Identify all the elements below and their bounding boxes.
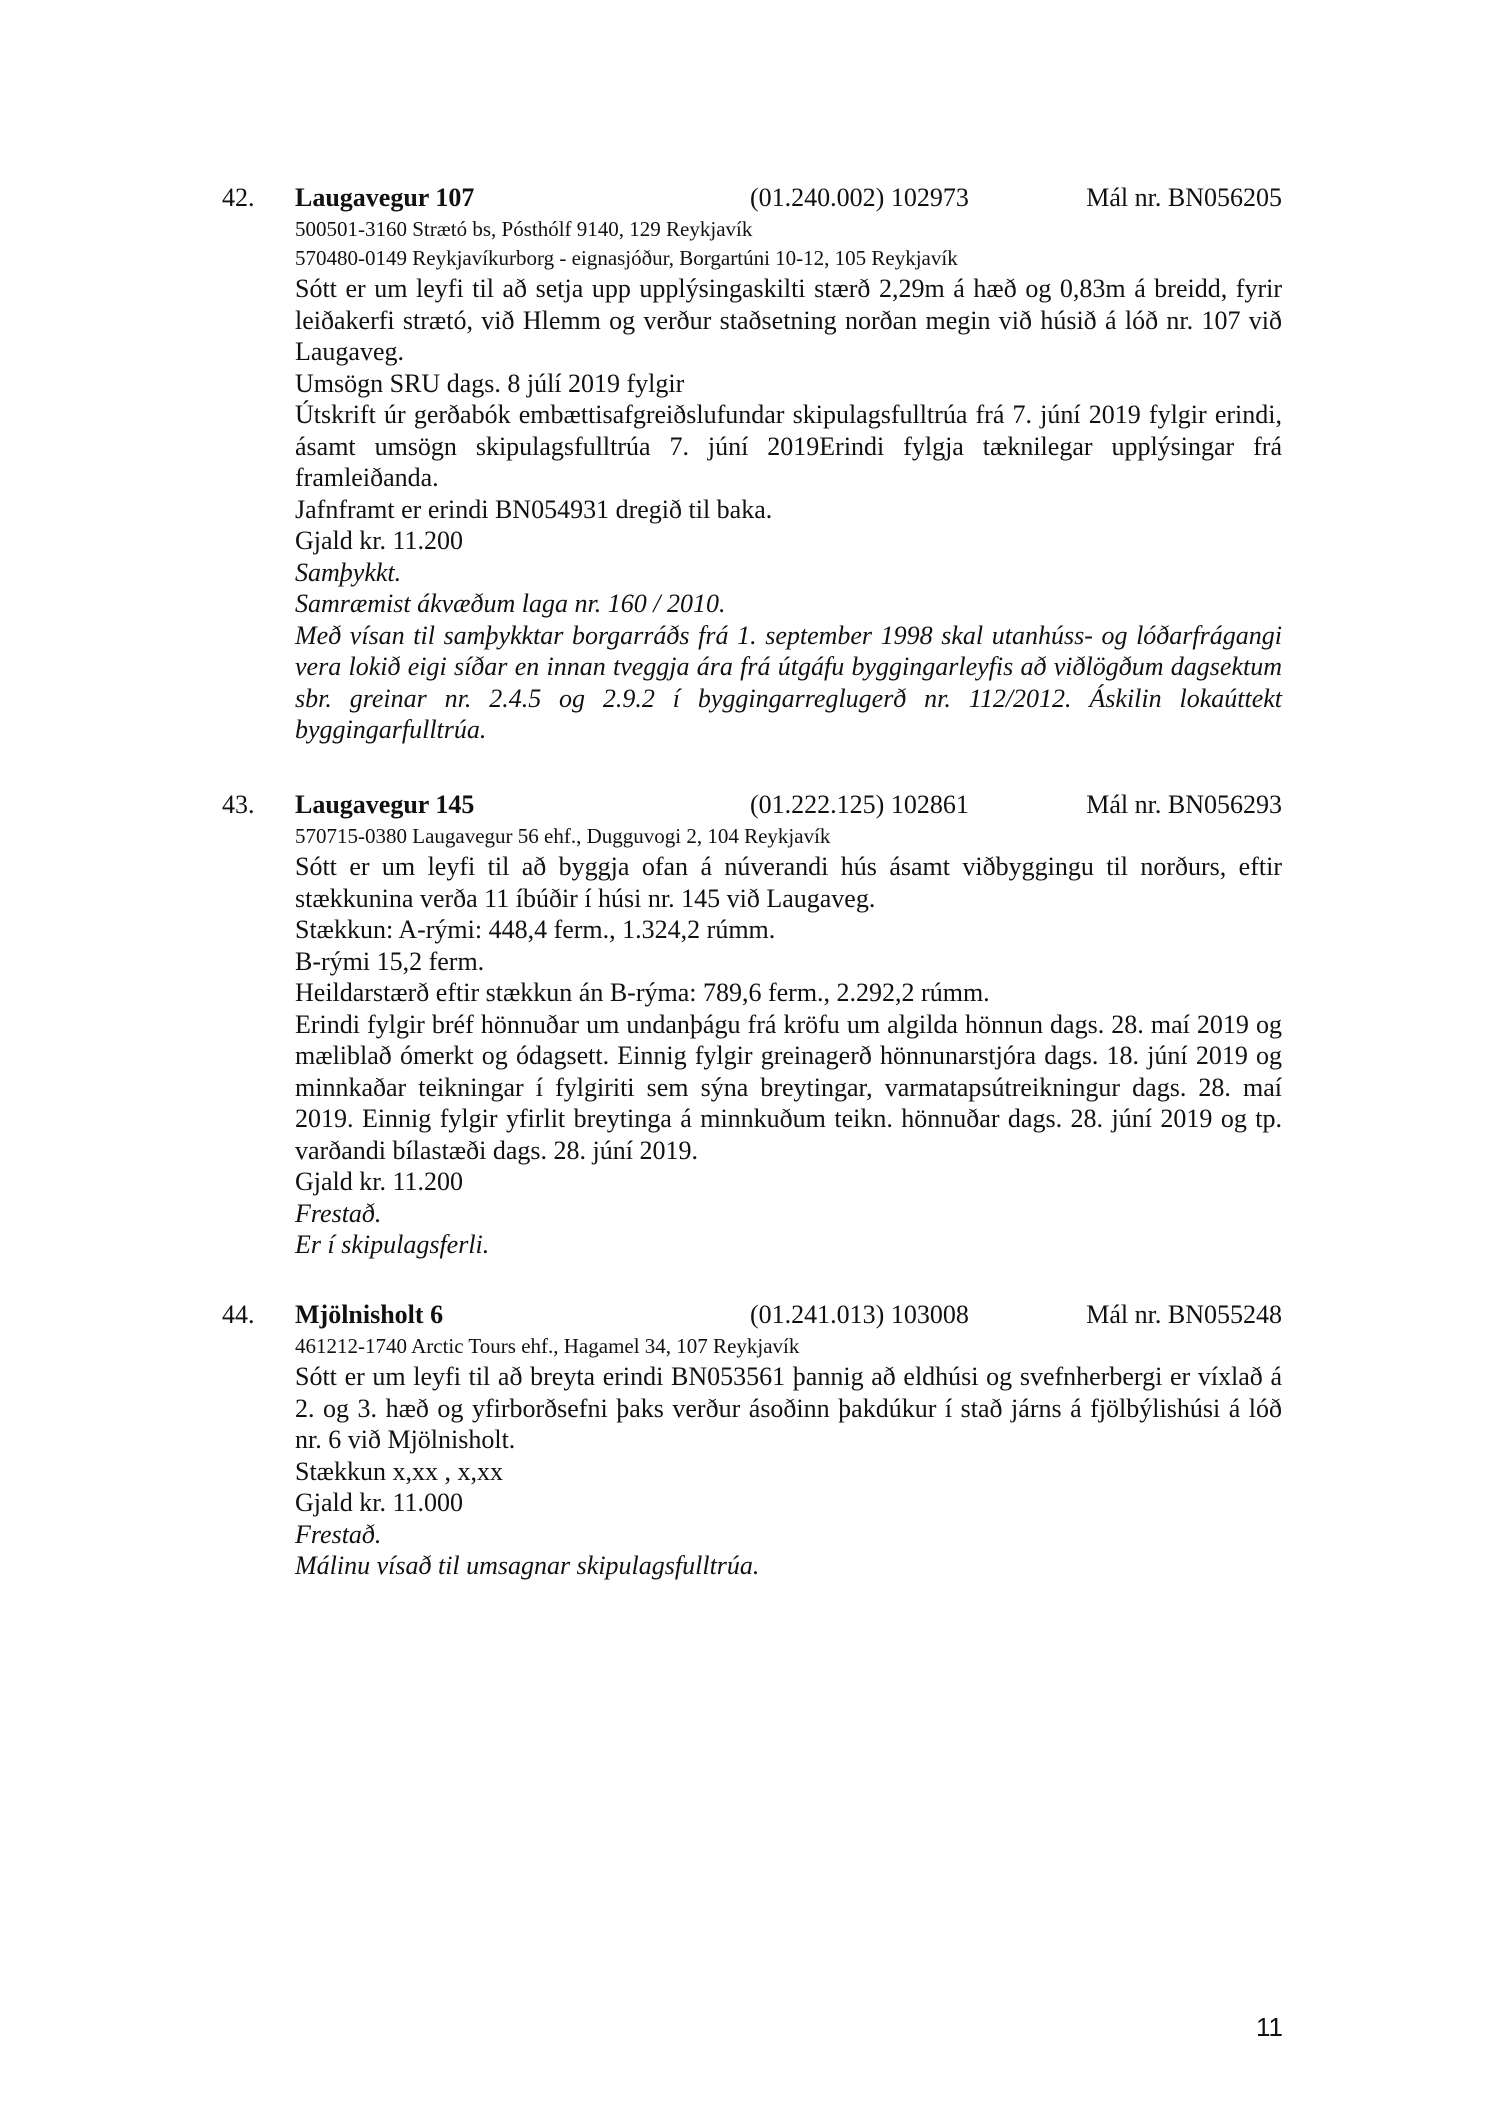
case-address: Laugavegur 145 xyxy=(295,790,475,819)
case-line: B-rými 15,2 ferm. xyxy=(295,946,485,976)
decision-line: Frestað. xyxy=(295,1519,382,1549)
owner-line: 461212-1740 Arctic Tours ehf., Hagamel 34, 107 Reykjavík xyxy=(295,1334,800,1358)
case-line: Stækkun x,xx , x,xx xyxy=(295,1456,504,1486)
case-body xyxy=(295,822,1282,1261)
case-item xyxy=(222,788,1282,1261)
fee-line: Gjald kr. 11.200 xyxy=(295,526,464,555)
case-line: Heildarstærð eftir stækkun án B-rýma: 789,6 ferm., 2.292,2 rúmm. xyxy=(295,978,990,1007)
owner-line: 570480-0149 Reykjavíkurborg - eignasjóður, Borgartúni 10-12, 105 Reykjavík xyxy=(295,246,958,270)
case-body xyxy=(295,215,1282,746)
case-line: Jafnframt er erindi BN054931 dregið til baka. xyxy=(295,494,773,524)
decision-line: Málinu vísað til umsagnar skipulagsfulltrúa. xyxy=(295,1551,760,1580)
land-code: (01.240.002) 102973 xyxy=(750,183,969,212)
case-number-ref: Mál nr. BN055248 xyxy=(1086,1300,1282,1329)
case-number-ref: Mál nr. BN056205 xyxy=(1086,183,1282,212)
case-header xyxy=(222,788,1282,822)
case-header xyxy=(222,181,1282,215)
decision-line: Með vísan til samþykktar borgarráðs frá 1. september 1998 skal utanhúss- og lóðarfrágangi vera lokið eigi síðar en innan tveggja ára frá útgáfu byggingarleyfis að viðlögðum dagsektum sbr. greinar nr. 2.4.5 og 2.9.2 í byggingarreglugerð nr. 112/2012. Áskilin lokaúttekt byggingarfulltrúa. xyxy=(295,620,1282,744)
case-number-ref: Mál nr. BN056293 xyxy=(1086,790,1282,819)
case-number: 43. xyxy=(222,790,255,819)
owner-line: 570715-0380 Laugavegur 56 ehf., Dugguvogi 2, 104 Reykjavík xyxy=(295,824,831,848)
land-code: (01.222.125) 102861 xyxy=(750,790,969,819)
case-number: 42. xyxy=(222,183,255,212)
fee-line: Gjald kr. 11.000 xyxy=(295,1488,464,1517)
case-address: Mjölnisholt 6 xyxy=(295,1300,444,1329)
decision-line: Frestað. xyxy=(295,1198,382,1228)
case-description: Sótt er um leyfi til að breyta erindi BN053561 þannig að eldhúsi og svefnherbergi er víxlað á 2. og 3. hæð og yfirborðsefni þaks verður ásoðinn þakdúkur í stað járns á fjölbýlishúsi á lóð nr. 6 við Mjölnisholt. xyxy=(295,1362,1282,1454)
case-address: Laugavegur 107 xyxy=(295,183,475,212)
case-header xyxy=(222,1298,1282,1332)
case-line: Útskrift úr gerðabók embættisafgreiðslufundar skipulagsfulltrúa frá 7. júní 2019 fylgir erindi, ásamt umsögn skipulagsfulltrúa 7. júní 2019Erindi fylgja tæknilegar upplýsingar frá framleiðanda. xyxy=(295,400,1282,492)
decision-line: Er í skipulagsferli. xyxy=(295,1230,490,1259)
case-description: Sótt er um leyfi til að setja upp upplýsingaskilti stærð 2,29m á hæð og 0,83m á breidd, fyrir leiðakerfi strætó, við Hlemm og verður staðsetning norðan megin við húsið á lóð nr. 107 við Laugaveg. xyxy=(295,274,1282,366)
case-line: Stækkun: A-rými: 448,4 ferm., 1.324,2 rúmm. xyxy=(295,915,776,944)
decision-line: Samþykkt. xyxy=(295,557,402,587)
case-item xyxy=(222,181,1282,746)
case-body xyxy=(295,1332,1282,1582)
decision-line: Samræmist ákvæðum laga nr. 160 / 2010. xyxy=(295,589,726,618)
fee-line: Gjald kr. 11.200 xyxy=(295,1167,464,1196)
case-line: Erindi fylgir bréf hönnuðar um undanþágu frá kröfu um algilda hönnun dags. 28. maí 2019 og mæliblað ómerkt og ódagsett. Einnig fylgir greinagerð hönnunarstjóra dags. 18. júní 2019 og minnkaðar teikningar í fylgiriti sem sýna breytingar, varmatapsútreikningur dags. 28. maí 2019. Einnig fylgir yfirlit breytinga á minnkuðum teikn. hönnuðar dags. 28. júní 2019 og tp. varðandi bílastæði dags. 28. júní 2019. xyxy=(295,1009,1282,1165)
case-description: Sótt er um leyfi til að byggja ofan á núverandi hús ásamt viðbyggingu til norðurs, eftir stækkunina verða 11 íbúðir í húsi nr. 145 við Laugaveg. xyxy=(295,852,1282,913)
page-number: 11 xyxy=(1256,2012,1283,2042)
case-item xyxy=(222,1298,1282,1582)
owner-line: 500501-3160 Strætó bs, Pósthólf 9140, 129 Reykjavík xyxy=(295,217,753,241)
case-line: Umsögn SRU dags. 8 júlí 2019 fylgir xyxy=(295,368,685,398)
land-code: (01.241.013) 103008 xyxy=(750,1300,969,1329)
case-number: 44. xyxy=(222,1300,255,1329)
